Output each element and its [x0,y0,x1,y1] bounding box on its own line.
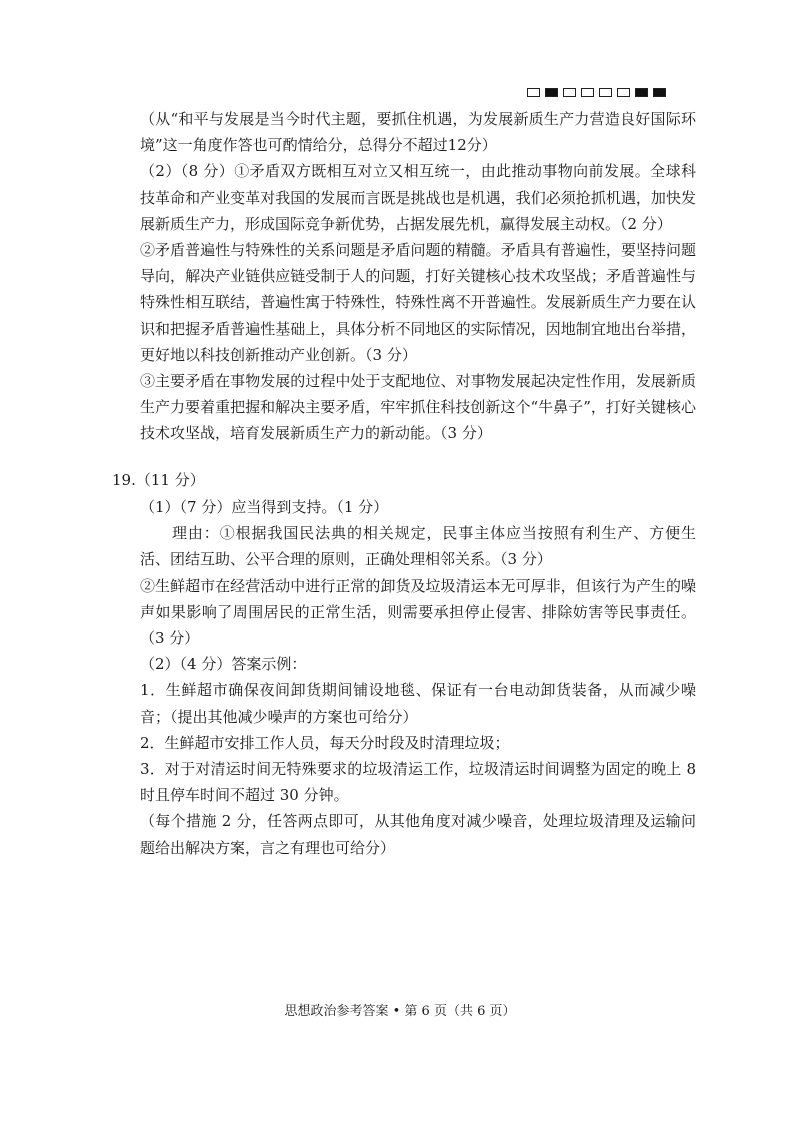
list-item: 3．对于对清运时间无特殊要求的垃圾清运工作，垃圾清运时间调整为固定的晚上 8 时且停车时间不超过 30 分钟。 [140,760,696,805]
header-mark [635,88,648,97]
answer-paragraph: （2）（4 分）答案示例： [140,655,307,674]
header-mark [563,88,576,97]
answer-content-19 [140,494,696,861]
list-item: 2．生鲜超市安排工作人员，每天分时段及时清理垃圾； [140,733,510,752]
answer-paragraph: ②生鲜超市在经营活动中进行正常的卸货及垃圾清运本无可厚非，但该行为产生的噪声如果影响了周围居民的正常生活，则需要承担停止侵害、排除妨害等民事责任。（3 分） [140,576,696,648]
list-item: 1．生鲜超市确保夜间卸货期间铺设地毯、保证有一台电动卸货装备，从而减少噪音；（提出其他减少噪声的方案也可给分） [140,681,696,726]
header-mark [581,88,594,97]
header-mark [653,88,666,97]
answer-paragraph: （2）（8 分）①矛盾双方既相互对立又相互统一，由此推动事物向前发展。全球科技革命和产业变革对我国的发展而言既是挑战也是机遇，我们必须抢抓机遇，加快发展新质生产力，形成国际竞争新优势，占据发展先机，赢得发展主动权。（2 分） [140,162,696,233]
page-footer: 思想政治参考答案 • 第 6 页（共 6 页） [284,1004,516,1019]
note-paragraph: （每个措施 2 分，任答两点即可，从其他角度对减少噪音，处理垃圾清理及运输问题给出解决方案，言之有理也可给分） [140,812,696,857]
header-mark [599,88,612,97]
answer-content [140,106,696,447]
header-mark [527,88,540,97]
header-marks [527,88,666,97]
question-number: 19.（11 分） [112,471,205,489]
header-mark [545,88,558,97]
note-paragraph: （从“和平与发展是当今时代主题，要抓住机遇，为发展新质生产力营造良好国际环境”这一角度作答也可酌情给分，总得分不超过12分） [140,110,696,155]
answer-paragraph: 理由：①根据我国民法典的相关规定，民事主体应当按照有利生产、方便生活、团结互助、公平合理的原则，正确处理相邻关系。（3 分） [140,524,696,569]
header-mark [617,88,630,97]
answer-paragraph: ③主要矛盾在事物发展的过程中处于支配地位、对事物发展起决定性作用，发展新质生产力要着重把握和解决主要矛盾，牢牢抓住科技创新这个“牛鼻子”，打好关键核心技术攻坚战，培育发展新质生产力的新动能。（3 分） [140,372,696,443]
answer-paragraph: ②矛盾普遍性与特殊性的关系问题是矛盾问题的精髓。矛盾具有普遍性，要坚持问题导向，解决产业链供应链受制于人的问题，打好关键核心技术攻坚战；矛盾普遍性与特殊性相互联结，普遍性寓于特殊性，特殊性离不开普遍性。发展新质生产力要在认识和把握矛盾普遍性基础上，具体分析不同地区的实际情况，因地制宜地出台举措，更好地以科技创新推动产业创新。（3 分） [140,241,696,364]
answer-paragraph: （1）（7 分）应当得到支持。（1 分） [140,498,389,516]
